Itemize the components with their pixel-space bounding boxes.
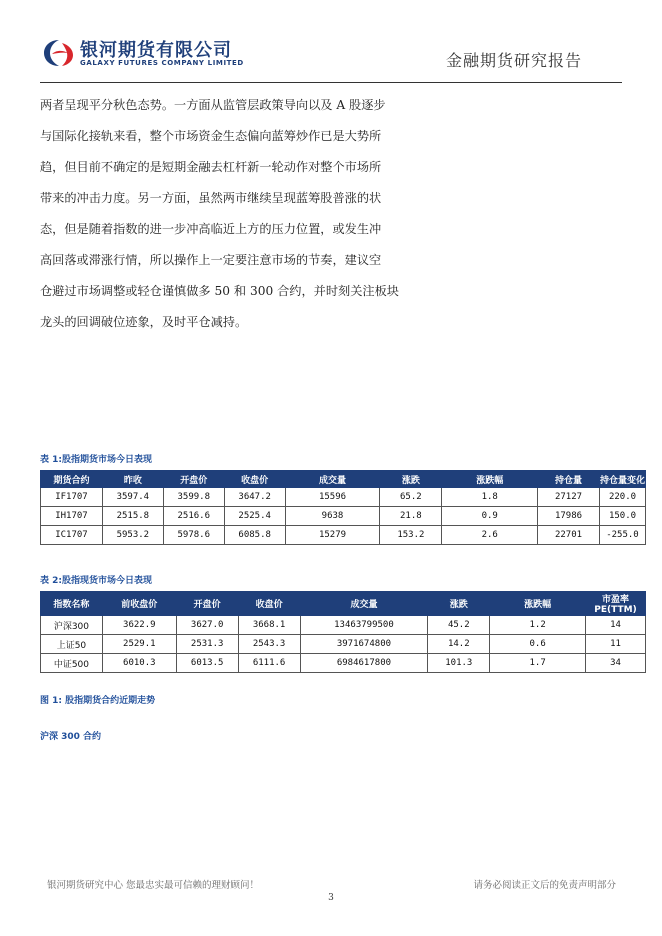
table-cell: 153.2 [380, 526, 442, 545]
figure-caption: 图 1: 股指期货合约近期走势 [40, 696, 156, 706]
table-cell: 3622.9 [102, 616, 176, 635]
table-cell: 1.8 [442, 488, 538, 507]
table-cell: 0.6 [490, 635, 586, 654]
table-cell: 沪深300 [41, 616, 103, 635]
table-cell: 21.8 [380, 507, 442, 526]
column-header: 成交量 [300, 592, 428, 616]
table-cell: 15596 [285, 488, 380, 507]
table-cell: 17986 [538, 507, 600, 526]
column-header: 涨跌 [380, 471, 442, 488]
body-paragraph [40, 90, 430, 338]
header-divider [40, 82, 622, 83]
table-cell: 22701 [538, 526, 600, 545]
table-row [41, 507, 646, 526]
table-cell: 0.9 [442, 507, 538, 526]
table-cell: 14.2 [428, 635, 490, 654]
column-header: 期货合约 [41, 471, 103, 488]
table-cell: 5978.6 [163, 526, 224, 545]
table-cell: 2543.3 [238, 635, 300, 654]
column-header: 昨收 [102, 471, 163, 488]
table1-caption: 表 1:股指期货市场今日表现 [40, 455, 152, 465]
table-cell: 101.3 [428, 654, 490, 673]
table-row [41, 635, 646, 654]
table-cell: 3647.2 [224, 488, 285, 507]
company-name-en: GALAXY FUTURES COMPANY LIMITED [80, 59, 244, 67]
table-cell: 5953.2 [102, 526, 163, 545]
column-header: 涨跌 [428, 592, 490, 616]
column-header: 持仓量变化 [599, 471, 645, 488]
figure-subcaption: 沪深 300 合约 [40, 732, 102, 742]
table-cell: 9638 [285, 507, 380, 526]
column-header: 开盘价 [163, 471, 224, 488]
body-line: 仓避过市场调整或轻仓谨慎做多 50 和 300 合约，并时刻关注板块 [40, 284, 399, 298]
table-cell: 2516.6 [163, 507, 224, 526]
footer-slogan: 银河期货研究中心 您最忠实最可信赖的理财顾问！ [47, 880, 260, 891]
table2-caption: 表 2:股指现货市场今日表现 [40, 576, 152, 586]
column-header: 开盘价 [176, 592, 238, 616]
company-name-cn: 银河期货有限公司 [80, 40, 232, 61]
body-line: 带来的冲击力度。另一方面，虽然两市继续呈现蓝筹股普涨的状 [40, 191, 382, 205]
table-cell: 220.0 [599, 488, 645, 507]
table-cell: 14 [586, 616, 646, 635]
table-cell: 1.7 [490, 654, 586, 673]
table-cell: 3599.8 [163, 488, 224, 507]
table-cell: 27127 [538, 488, 600, 507]
table-cell: 6085.8 [224, 526, 285, 545]
column-header: 涨跌幅 [442, 471, 538, 488]
table-cell: 6010.3 [102, 654, 176, 673]
column-header: 持仓量 [538, 471, 600, 488]
column-header: 前收盘价 [102, 592, 176, 616]
table-cell: 3627.0 [176, 616, 238, 635]
galaxy-logo-icon [42, 38, 76, 68]
table-cell: -255.0 [599, 526, 645, 545]
column-header: 市盈率PE(TTM) [586, 592, 646, 616]
body-line: 态，但是随着指数的进一步冲高临近上方的压力位置，或发生冲 [40, 222, 382, 236]
table-cell: IF1707 [41, 488, 103, 507]
page-number: 3 [328, 893, 334, 903]
index-table [40, 591, 646, 673]
column-header: 成交量 [285, 471, 380, 488]
body-line: 两者呈现平分秋色态势。一方面从监管层政策导向以及 A 股逐步 [40, 98, 386, 112]
table-cell: 2525.4 [224, 507, 285, 526]
page-header [0, 0, 662, 84]
futures-table [40, 470, 646, 545]
table-header-row [41, 592, 646, 616]
body-line: 趋，但目前不确定的是短期金融去杠杆新一轮动作对整个市场所 [40, 160, 382, 174]
table-cell: 3971674800 [300, 635, 428, 654]
table-cell: 3597.4 [102, 488, 163, 507]
table-cell: IC1707 [41, 526, 103, 545]
table-cell: 34 [586, 654, 646, 673]
table-cell: 6013.5 [176, 654, 238, 673]
table-cell: 中证500 [41, 654, 103, 673]
table-header-row [41, 471, 646, 488]
column-header: 收盘价 [238, 592, 300, 616]
table-cell: 2.6 [442, 526, 538, 545]
table-cell: 65.2 [380, 488, 442, 507]
table-row [41, 616, 646, 635]
body-line: 与国际化接轨来看，整个市场资金生态偏向蓝筹炒作已是大势所 [40, 129, 382, 143]
table-row [41, 654, 646, 673]
table-row [41, 488, 646, 507]
table-cell: 6111.6 [238, 654, 300, 673]
table-cell: 6984617800 [300, 654, 428, 673]
table-cell: 13463799500 [300, 616, 428, 635]
table-cell: IH1707 [41, 507, 103, 526]
table-cell: 15279 [285, 526, 380, 545]
column-header: 指数名称 [41, 592, 103, 616]
footer-disclaimer: 请务必阅读正文后的免责声明部分 [473, 880, 616, 891]
table-row [41, 526, 646, 545]
table-cell: 3668.1 [238, 616, 300, 635]
column-header: 收盘价 [224, 471, 285, 488]
body-line: 高回落或滞涨行情，所以操作上一定要注意市场的节奏，建议空 [40, 253, 382, 267]
table-cell: 2531.3 [176, 635, 238, 654]
table-cell: 45.2 [428, 616, 490, 635]
table-cell: 150.0 [599, 507, 645, 526]
table-cell: 上证50 [41, 635, 103, 654]
column-header: 涨跌幅 [490, 592, 586, 616]
table-cell: 11 [586, 635, 646, 654]
body-line: 龙头的回调破位迹象，及时平仓减持。 [40, 315, 248, 329]
report-title: 金融期货研究报告 [445, 51, 582, 70]
table-cell: 2529.1 [102, 635, 176, 654]
table-cell: 2515.8 [102, 507, 163, 526]
table-cell: 1.2 [490, 616, 586, 635]
